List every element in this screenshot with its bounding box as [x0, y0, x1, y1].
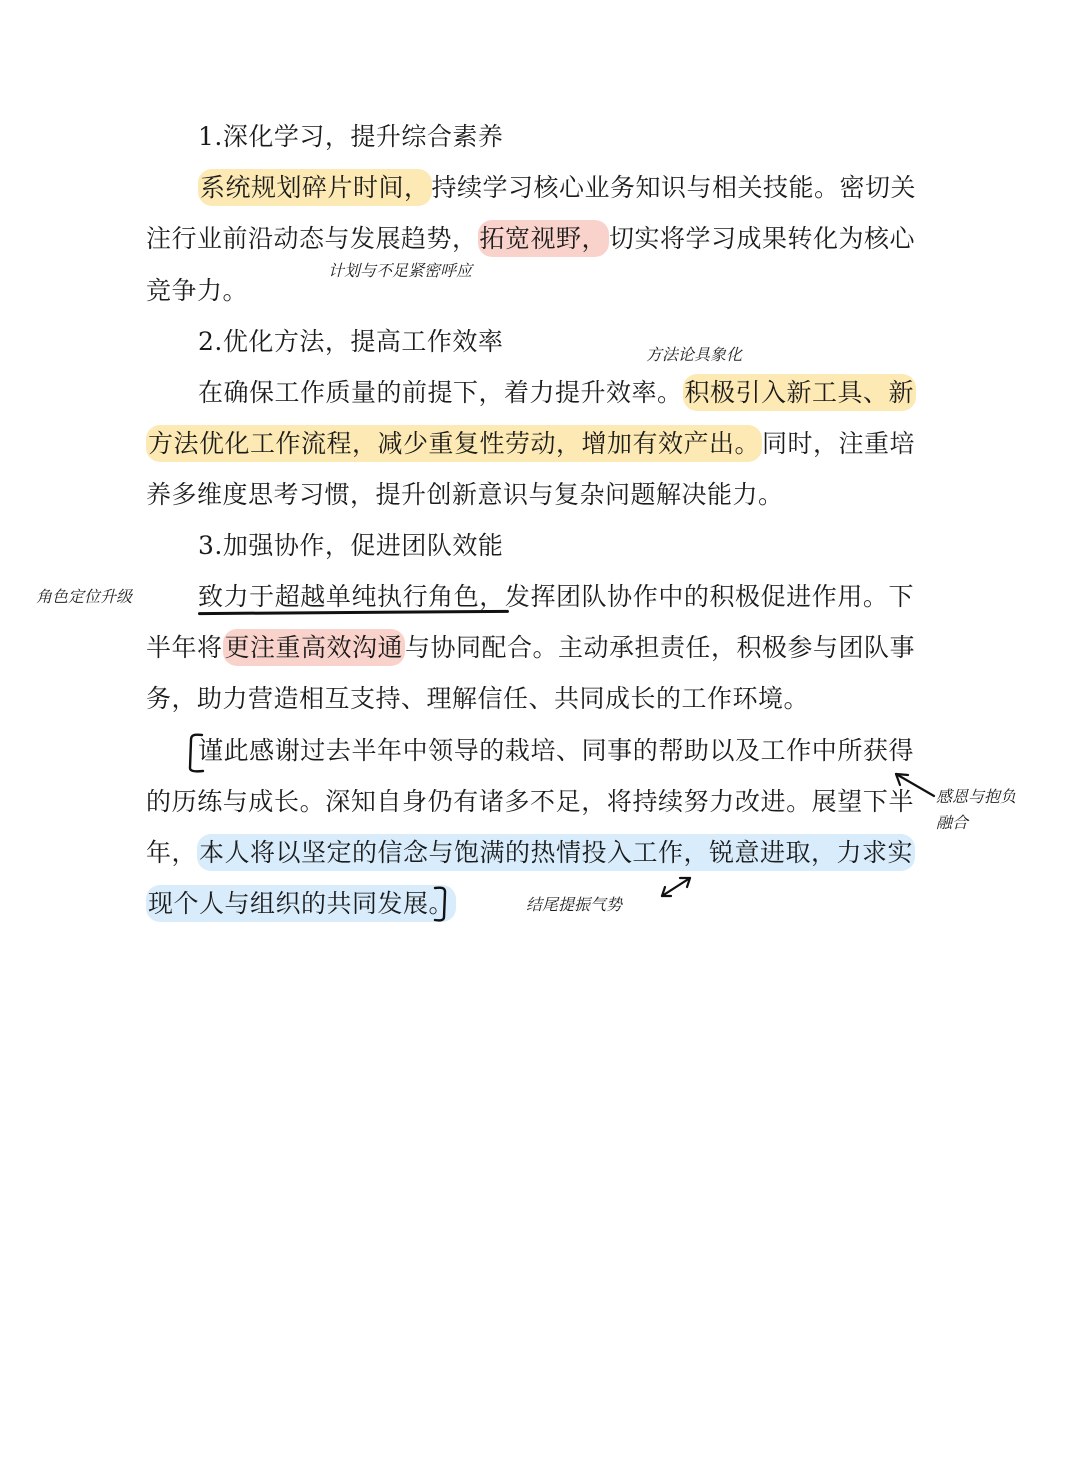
annotation-note: 融合 — [936, 813, 969, 832]
highlight-yellow: 方法优化工作流程，减少重复性劳动，增加有效产出。 — [146, 425, 762, 462]
text-span: 发挥团队协作中的积极促进作用。下 — [504, 582, 914, 611]
text-span: 持续学习核心业务知识与相关技能。密切关 — [431, 173, 917, 202]
text-span: 半年将 — [146, 633, 223, 662]
text-span: 养多维度思考习惯，提升创新意识与复杂问题解决能力。 — [146, 480, 784, 509]
paragraph-line — [146, 674, 914, 724]
text-span: 年， — [146, 838, 198, 867]
paragraph-line — [146, 470, 914, 520]
annotation-note: 计划与不足紧密呼应 — [328, 261, 473, 280]
text-span: 切实将学习成果转化为核心 — [609, 224, 916, 253]
text-span: 务，助力营造相互支持、理解信任、共同成长的工作环境。 — [146, 684, 810, 713]
annotation-note: 结尾提振气势 — [526, 895, 623, 914]
highlight-blue: 现个人与组织的共同发展。 — [146, 885, 456, 922]
text-span: 谨此感谢过去半年中领导的栽培、同事的帮助以及工作中所获得 — [198, 736, 914, 765]
highlight-yellow: 积极引入新工具、新 — [683, 374, 917, 411]
paragraph-line — [146, 828, 914, 878]
paragraph-line — [198, 163, 917, 213]
highlight-yellow: 系统规划碎片时间， — [198, 169, 432, 206]
close-bracket-icon — [432, 884, 450, 924]
paragraph-line — [146, 777, 914, 827]
highlight-pink: 拓宽视野， — [478, 220, 610, 257]
section-heading-2 — [198, 317, 914, 367]
paragraph-line — [146, 266, 914, 316]
paragraph-line — [198, 368, 914, 418]
section-heading-3 — [198, 521, 914, 571]
heading-text: 1.深化学习，提升综合素养 — [198, 122, 504, 151]
text-span: 在确保工作质量的前提下，着力提升效率。 — [198, 378, 683, 407]
text-span: 同时，注重培 — [762, 429, 916, 458]
paragraph-line — [146, 419, 914, 469]
highlight-blue: 本人将以坚定的信念与饱满的热情投入工作，锐意进取，力求实 — [197, 834, 915, 871]
paragraph-line — [198, 572, 914, 622]
text-span: 的历练与成长。深知自身仍有诸多不足，将持续努力改进。展望下半 — [146, 787, 914, 816]
text-span: 与协同配合。主动承担责任，积极参与团队事 — [405, 633, 916, 662]
paragraph-line — [198, 726, 914, 776]
annotation-note: 感恩与抱负 — [936, 787, 1017, 806]
paragraph-line — [146, 214, 914, 264]
section-heading-1 — [198, 112, 914, 162]
text-span: 竞争力。 — [146, 276, 249, 305]
annotation-note: 角色定位升级 — [36, 587, 133, 606]
heading-text: 2.优化方法，提高工作效率 — [198, 327, 504, 356]
arrow-icon — [890, 768, 940, 802]
highlight-pink: 更注重高效沟通 — [223, 629, 406, 666]
open-bracket-icon — [186, 732, 206, 774]
paragraph-line — [146, 623, 914, 673]
heading-text: 3.加强协作，促进团队效能 — [198, 531, 504, 560]
annotation-note: 方法论具象化 — [646, 345, 743, 364]
text-span: 注行业前沿动态与发展趋势， — [146, 224, 478, 253]
underlined-text: 致力于超越单纯执行角色， — [198, 582, 505, 611]
double-arrow-icon — [656, 872, 696, 902]
